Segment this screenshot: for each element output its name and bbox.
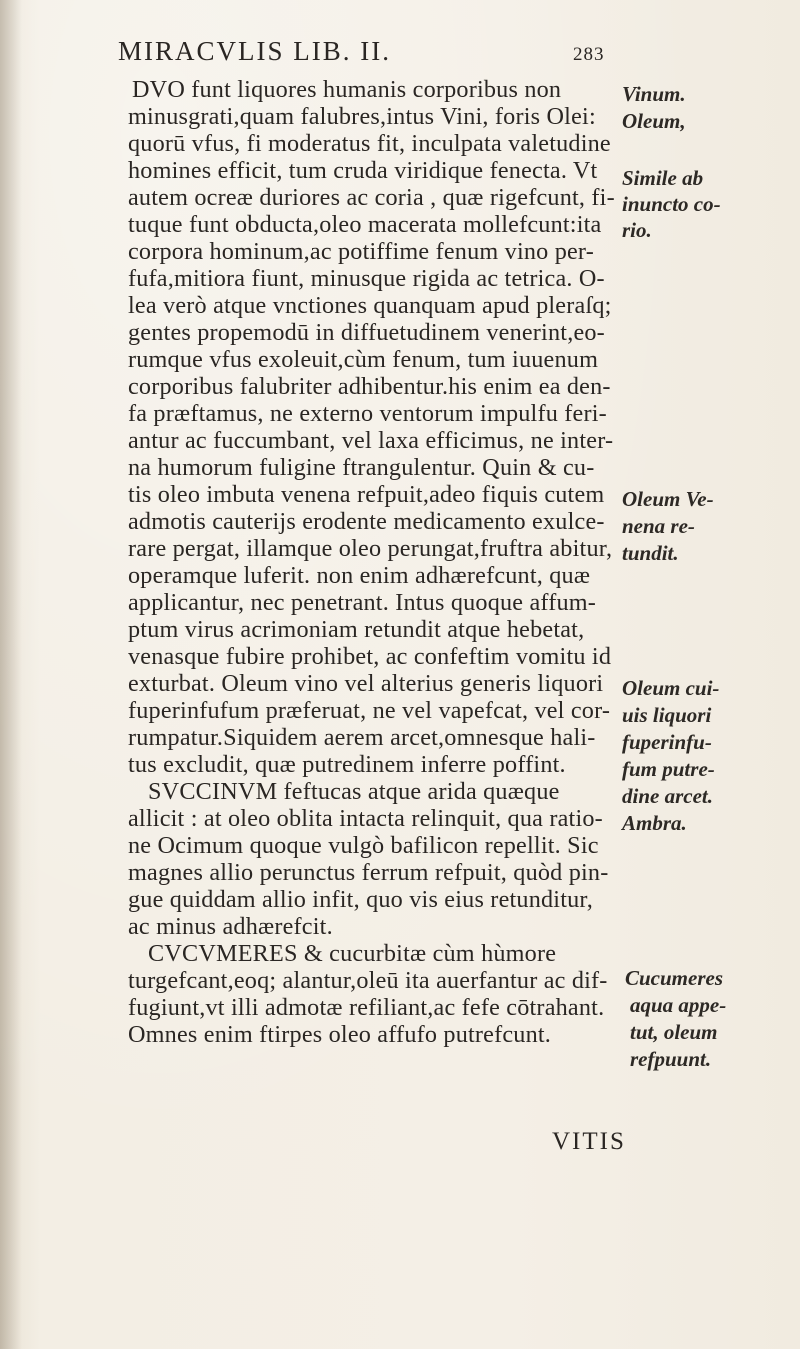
- margin-note: inuncto co-: [622, 192, 721, 216]
- text-line: magnes allio perunctus ferrum refpuit, quòd pin-: [128, 859, 609, 886]
- text-line: lea verò atque vnctiones quanquam apud pleraſq;: [128, 292, 612, 319]
- margin-note: rio.: [622, 218, 652, 242]
- margin-note: uis liquori: [622, 703, 712, 727]
- text-line: tus excludit, quæ putredinem inferre poffint.: [128, 751, 566, 778]
- margin-note: Cucumeres: [625, 966, 724, 990]
- text-line: corpora hominum,ac potiffime fenum vino per-: [128, 238, 594, 265]
- text-line: quorū vfus, fi moderatus fit, inculpata valetudine: [128, 130, 611, 157]
- text-line: admotis cauterijs erodente medicamento exulce-: [128, 508, 605, 535]
- text-line: fa præftamus, ne externo ventorum impulfu feri-: [128, 400, 607, 427]
- margin-note: Oleum cui-: [622, 676, 720, 700]
- page-header: [118, 36, 758, 76]
- text-line: ptum virus acrimoniam retundit atque hebetat,: [128, 616, 585, 643]
- running-head: MIRACVLIS LIB. II.: [118, 36, 391, 66]
- text-line: venasque fubire prohibet, ac confeftim vomitu id: [128, 643, 612, 670]
- margin-note: Oleum Ve-: [622, 487, 714, 511]
- text-line: rumque vfus exoleuit,cùm fenum, tum iuuenum: [128, 346, 599, 373]
- margin-note: refpuunt.: [630, 1047, 712, 1071]
- text-line: minusgrati,quam falubres,intus Vini, foris Olei:: [128, 103, 596, 130]
- text-line: DVO funt liquores humanis corporibus non: [132, 76, 562, 103]
- text-line: rumpatur.Siquidem aerem arcet,omnesque hali-: [128, 724, 596, 751]
- margin-note: Simile ab: [622, 166, 704, 190]
- text-line: exturbat. Oleum vino vel alterius generis liquori: [128, 670, 604, 697]
- text-line: ac minus adhærefcit.: [128, 913, 333, 940]
- margin-note: dine arcet.: [622, 784, 713, 808]
- margin-note: aqua appe-: [630, 993, 727, 1017]
- margin-note: fuperinfu-: [622, 730, 712, 754]
- text-line: CVCVMERES & cucurbitæ cùm hùmore: [148, 940, 557, 967]
- margin-note: tundit.: [622, 541, 679, 565]
- margin-note: Ambra.: [622, 811, 687, 835]
- text-line: operamque luferit. non enim adhærefcunt, quæ: [128, 562, 591, 589]
- margin-note: fum putre-: [622, 757, 715, 781]
- text-line: SVCCINVM feftucas atque arida quæque: [148, 778, 560, 805]
- text-line: fufa,mitiora fiunt, minusque rigida ac tetrica. O-: [128, 265, 605, 292]
- margin-note: Vinum.: [622, 82, 686, 106]
- catchword: VITIS: [552, 1128, 626, 1155]
- text-line: applicantur, nec penetrant. Intus quoque affum-: [128, 589, 597, 616]
- text-line: antur ac fuccumbant, vel laxa efficimus, ne inter-: [128, 427, 614, 454]
- text-line: gue quiddam allio infit, quo vis eius retunditur,: [128, 886, 593, 913]
- text-line: gentes propemodū in diffuetudinem venerint,eo-: [128, 319, 605, 346]
- text-line: na humorum fuligine ftrangulentur. Quin & cu-: [128, 454, 595, 481]
- text-line: fugiunt,vt illi admotæ refiliant,ac fefe cōtrahant.: [128, 994, 605, 1021]
- text-line: autem ocreæ duriores ac coria , quæ rigefcunt, fi-: [128, 184, 615, 211]
- margin-note: Oleum,: [622, 109, 686, 133]
- text-line: ne Ocimum quoque vulgò bafilicon repellit. Sic: [128, 832, 599, 859]
- text-line: tis oleo imbuta venena refpuit,adeo fiquis cutem: [128, 481, 605, 508]
- margin-note: nena re-: [622, 514, 695, 538]
- text-line: Omnes enim ftirpes oleo affufo putrefcunt.: [128, 1021, 552, 1048]
- margin-note: tut, oleum: [630, 1020, 718, 1044]
- text-line: rare pergat, illamque oleo perungat,fruftra abitur,: [128, 535, 613, 562]
- page-number: 283: [573, 44, 605, 65]
- text-line: allicit : at oleo oblita intacta relinquit, qua ratio-: [128, 805, 603, 832]
- text-line: fuperinfufum præferuat, ne vel vapefcat, vel cor-: [128, 697, 611, 724]
- text-line: homines efficit, tum cruda viridique fenecta. Vt: [128, 157, 598, 184]
- text-line: corporibus falubriter adhibentur.his enim ea den-: [128, 373, 611, 400]
- text-line: turgefcant,eoq; alantur,oleū ita auerfantur ac dif-: [128, 967, 608, 994]
- gutter-shadow: [0, 0, 22, 1349]
- text-line: tuque funt obducta,oleo macerata mollefcunt:ita: [128, 211, 602, 238]
